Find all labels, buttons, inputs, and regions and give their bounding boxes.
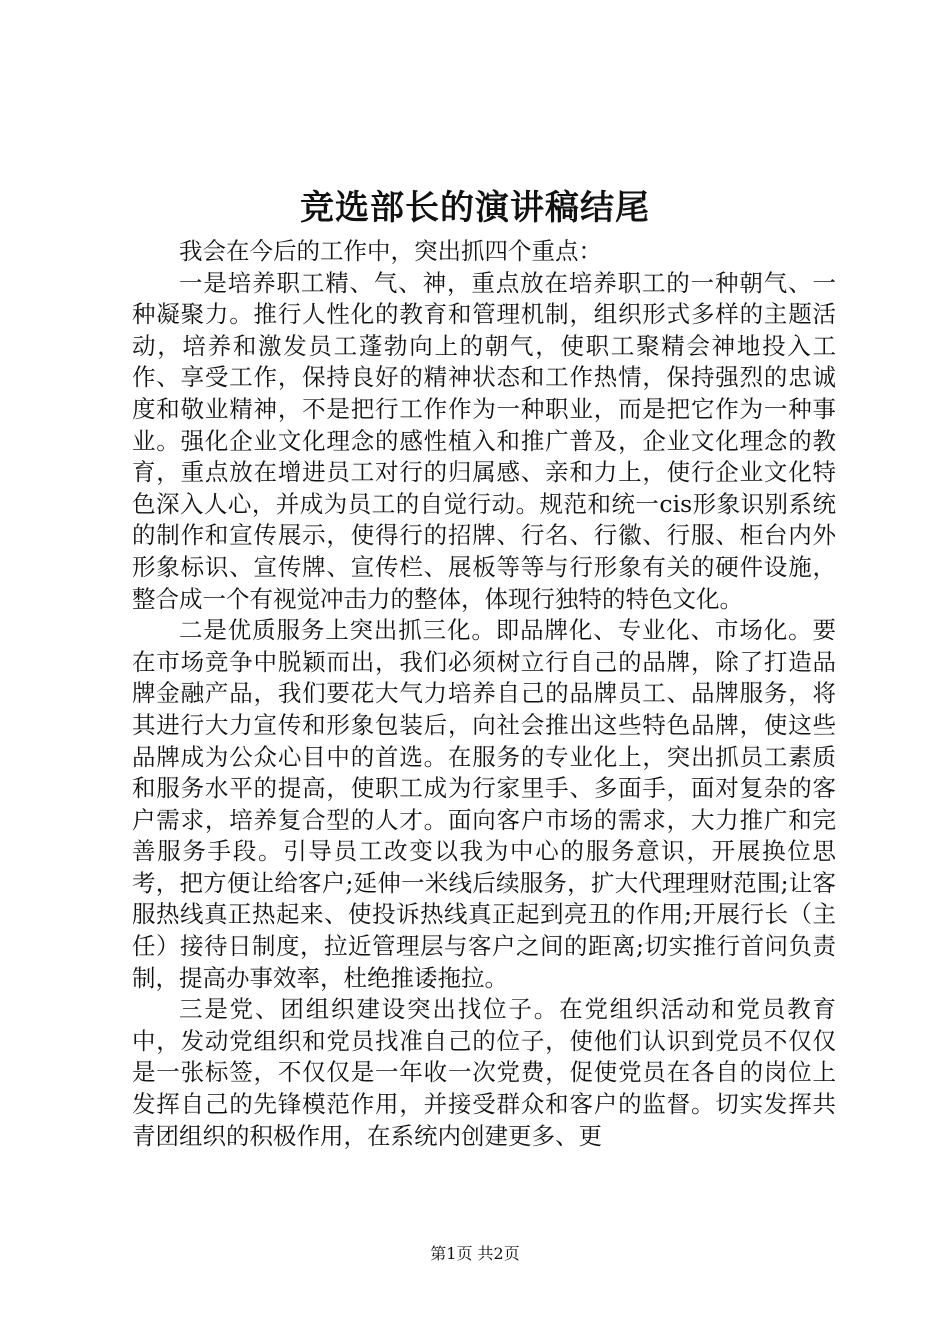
page-number-footer: 第1页 共2页 bbox=[430, 1244, 520, 1263]
document-body bbox=[132, 236, 836, 1152]
paragraph-point-two: 二是优质服务上突出抓三化。即品牌化、专业化、市场化。要在市场竞争中脱颖而出，我们必须树立行自己的品牌，除了打造品牌金融产品，我们要花大气力培养自己的品牌员工、品牌服务，将其进行大力宣传和形象包装后，向社会推出这些特色品牌，使这些品牌成为公众心目中的首选。在服务的专业化上，突出抓员工素质和服务水平的提高，使职工成为行家里手、多面手，面对复杂的客户需求，培养复合型的人才。面向客户市场的需求，大力推广和完善服务手段。引导员工改变以我为中心的服务意识，开展换位思考，把方便让给客户;延伸一米线后续服务，扩大代理理财范围;让客服热线真正热起来、使投诉热线真正起到亮丑的作用;开展行长（主任）接待日制度，拉近管理层与客户之间的距离;切实推行首问负责制，提高办事效率，杜绝推诿拖拉。 bbox=[132, 616, 836, 992]
paragraph-point-three: 三是党、团组织建设突出找位子。在党组织活动和党员教育中，发动党组织和党员找准自己的位子，使他们认识到党员不仅仅是一张标签，不仅仅是一年收一次党费，促使党员在各自的岗位上发挥自己的先锋模范作用，并接受群众和客户的监督。切实发挥共青团组织的积极作用，在系统内创建更多、更 bbox=[132, 995, 836, 1150]
paragraph-point-one: 一是培养职工精、气、神，重点放在培养职工的一种朝气、一种凝聚力。推行人性化的教育和管理机制，组织形式多样的主题活动，培养和激发员工蓬勃向上的朝气，使职工聚精会神地投入工作、享受工作，保持良好的精神状态和工作热情，保持强烈的忠诚度和敬业精神，不是把行工作作为一种职业，而是把它作为一种事业。强化企业文化理念的感性植入和推广普及，企业文化理念的教育，重点放在增进员工对行的归属感、亲和力上，使行企业文化特色深入人心，并成为员工的自觉行动。规范和统一cis形象识别系统的制作和宣传展示，使得行的招牌、行名、行徽、行服、柜台内外形象标识、宣传牌、宣传栏、展板等等与行形象有关的硬件设施，整合成一个有视觉冲击力的整体，体现行独特的特色文化。 bbox=[132, 268, 836, 613]
paragraph-intro: 我会在今后的工作中，突出抓四个重点： bbox=[179, 237, 602, 265]
document-title: 竞选部长的演讲稿结尾 bbox=[300, 188, 650, 228]
